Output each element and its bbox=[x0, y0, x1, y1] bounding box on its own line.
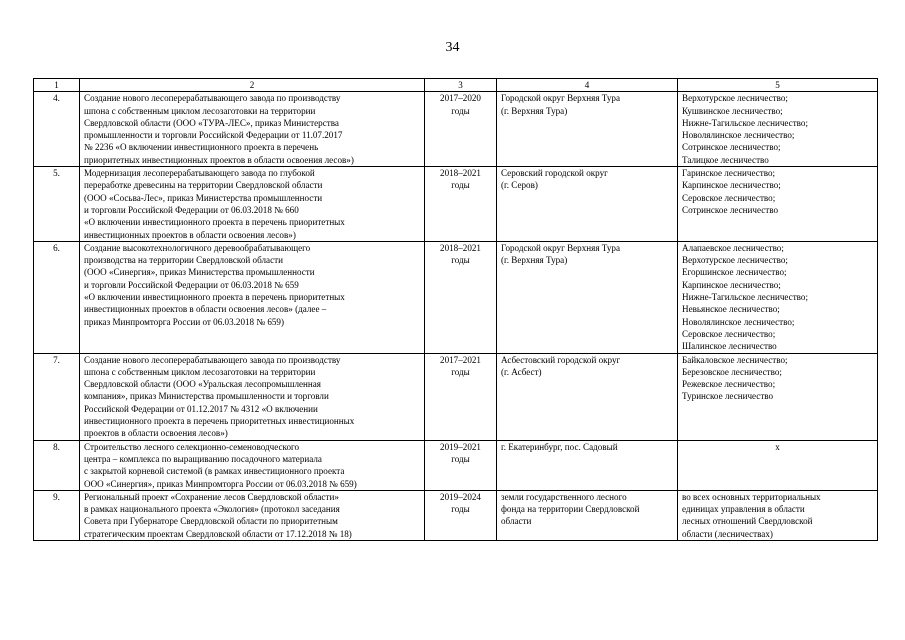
description-line: ООО «Синергия», приказ Минпромторга России от 06.03.2018 № 659) bbox=[84, 478, 357, 489]
table-row bbox=[34, 167, 878, 242]
implementation-period bbox=[425, 440, 497, 490]
row-number: 4. bbox=[34, 92, 80, 167]
row-number: 9. bbox=[34, 490, 80, 540]
forestry-line: Верхотурское лесничество; bbox=[682, 93, 788, 104]
description-line: (ООО «Сосьва-Лес», приказ Министерства промышленности bbox=[84, 192, 323, 203]
description-line: «О включении инвестиционного проекта в перечень приоритетных bbox=[84, 217, 345, 228]
description-line: шпона с собственным циклом лесозаготовки на территории bbox=[84, 105, 316, 116]
description-line: проектов в области освоения лесов») bbox=[84, 428, 228, 439]
period-line: годы bbox=[451, 504, 470, 515]
description-line: инвестиционного проекта в перечень приоритетных инвестиционных bbox=[84, 416, 355, 427]
forestry-line: Новолялинское лесничество; bbox=[682, 130, 795, 141]
project-location bbox=[497, 353, 678, 440]
project-location bbox=[497, 440, 678, 490]
description-line: переработке древесины на территории Свердловской области bbox=[84, 180, 323, 191]
location-line: земли государственного лесного bbox=[501, 491, 627, 502]
page-number: 34 bbox=[445, 40, 460, 55]
forestry-line: Карпинское лесничество; bbox=[682, 279, 781, 290]
forestry-line: Нижне-Тагильское лесничество; bbox=[682, 292, 808, 303]
period-line: 2018–2021 bbox=[440, 168, 481, 179]
row-number: 8. bbox=[34, 440, 80, 490]
description-line: Строительство лесного селекционно-семеноводческого bbox=[84, 441, 300, 452]
location-line: Серовский городской округ bbox=[501, 168, 608, 179]
location-line: Городской округ Верхняя Тура bbox=[501, 242, 621, 253]
forestry-line: во всех основных территориальных bbox=[682, 491, 821, 502]
location-line: Асбестовский городской округ bbox=[501, 354, 621, 365]
period-line: 2019–2021 bbox=[440, 441, 481, 452]
description-line: «О включении инвестиционного проекта в перечень приоритетных bbox=[84, 292, 345, 303]
implementation-period bbox=[425, 241, 497, 353]
forestries bbox=[678, 241, 878, 353]
description-line: стратегическим проектам Свердловской области от 17.12.2018 № 18) bbox=[84, 528, 352, 539]
header-row bbox=[34, 79, 878, 92]
project-location bbox=[497, 167, 678, 242]
description-line: в рамках национального проекта «Экология» (протокол заседания bbox=[84, 504, 340, 515]
location-line: Городской округ Верхняя Тура bbox=[501, 93, 621, 104]
forestry-line: Режевское лесничество; bbox=[682, 379, 776, 390]
projects-table bbox=[33, 78, 878, 541]
forestry-line: Байкаловское лесничество; bbox=[682, 354, 788, 365]
forestry-line: Шалинское лесничество bbox=[682, 341, 777, 352]
row-number: 6. bbox=[34, 241, 80, 353]
period-line: 2017–2020 bbox=[440, 93, 481, 104]
forestries bbox=[678, 353, 878, 440]
location-line: г. Екатеринбург, пос. Садовый bbox=[501, 441, 618, 452]
column-header-4: 4 bbox=[497, 79, 678, 92]
period-line: годы bbox=[451, 255, 470, 266]
project-description bbox=[80, 92, 425, 167]
description-line: инвестиционных проектов в области освоения лесов» (далее – bbox=[84, 304, 327, 315]
description-line: приказ Минпромторга России от 06.03.2018 № 659) bbox=[84, 316, 284, 327]
description-line: приоритетных инвестиционных проектов в области освоения лесов») bbox=[84, 154, 354, 165]
table-row bbox=[34, 440, 878, 490]
project-description bbox=[80, 353, 425, 440]
description-line: с закрытой корневой системой (в рамках инвестиционного проекта bbox=[84, 466, 345, 477]
forestry-line: Серовское лесничество; bbox=[682, 192, 776, 203]
forestries bbox=[678, 167, 878, 242]
description-line: производства на территории Свердловской области bbox=[84, 255, 283, 266]
description-line: Создание нового лесоперерабатывающего завода по производству bbox=[84, 93, 341, 104]
description-line: Создание высокотехнологичного деревообрабатывающего bbox=[84, 242, 311, 253]
forestry-line: Сотринское лесничество; bbox=[682, 142, 781, 153]
project-description bbox=[80, 440, 425, 490]
description-line: промышленности и торговли Российской Федерации от 11.07.2017 bbox=[84, 130, 343, 141]
implementation-period bbox=[425, 490, 497, 540]
period-line: 2017–2021 bbox=[440, 354, 481, 365]
implementation-period bbox=[425, 92, 497, 167]
description-line: и торговли Российской Федерации от 06.03.2018 № 660 bbox=[84, 204, 299, 215]
description-line: Свердловской области (ООО «Уральская лесопромышленная bbox=[84, 379, 321, 390]
implementation-period bbox=[425, 167, 497, 242]
forestry-line: х bbox=[775, 441, 780, 452]
location-line: области bbox=[501, 516, 532, 527]
project-location bbox=[497, 241, 678, 353]
forestry-line: Карпинское лесничество; bbox=[682, 180, 781, 191]
forestry-line: Сотринское лесничество bbox=[682, 204, 779, 215]
project-description bbox=[80, 241, 425, 353]
location-line: (г. Верхняя Тура) bbox=[501, 255, 568, 266]
column-header-2: 2 bbox=[80, 79, 425, 92]
description-line: инвестиционных проектов в области освоения лесов») bbox=[84, 229, 296, 240]
forestry-line: Алапаевское лесничество; bbox=[682, 242, 784, 253]
forestry-line: Серовское лесничество; bbox=[682, 328, 776, 339]
forestry-line: Кушвинское лесничество; bbox=[682, 105, 783, 116]
table-row bbox=[34, 92, 878, 167]
column-header-5: 5 bbox=[678, 79, 878, 92]
description-line: Свердловской области (ООО «ТУРА-ЛЕС», приказ Министерства bbox=[84, 117, 339, 128]
description-line: Российской Федерации от 01.12.2017 № 4312 «О включении bbox=[84, 403, 318, 414]
location-line: (г. Верхняя Тура) bbox=[501, 105, 568, 116]
forestry-line: Гаринское лесничество; bbox=[682, 168, 776, 179]
forestry-line: Талицкое лесничество bbox=[682, 154, 769, 165]
period-line: годы bbox=[451, 453, 470, 464]
period-line: 2018–2021 bbox=[440, 242, 481, 253]
implementation-period bbox=[425, 353, 497, 440]
forestry-line: лесных отношений Свердловской bbox=[682, 516, 813, 527]
description-line: Модернизация лесоперерабатывающего завода по глубокой bbox=[84, 168, 315, 179]
forestry-line: Новолялинское лесничество; bbox=[682, 316, 795, 327]
forestries bbox=[678, 440, 878, 490]
period-line: годы bbox=[451, 105, 470, 116]
period-line: годы bbox=[451, 366, 470, 377]
description-line: (ООО «Синергия», приказ Министерства промышленности bbox=[84, 267, 315, 278]
table-row bbox=[34, 490, 878, 540]
period-line: годы bbox=[451, 180, 470, 191]
project-location bbox=[497, 92, 678, 167]
location-line: фонда на территории Свердловской bbox=[501, 504, 640, 515]
column-header-3: 3 bbox=[425, 79, 497, 92]
forestries bbox=[678, 92, 878, 167]
forestry-line: Туринское лесничество bbox=[682, 391, 774, 402]
description-line: Совета при Губернаторе Свердловской области по приоритетным bbox=[84, 516, 338, 527]
row-number: 7. bbox=[34, 353, 80, 440]
forestry-line: Верхотурское лесничество; bbox=[682, 255, 788, 266]
project-description bbox=[80, 490, 425, 540]
forestry-line: области (лесничествах) bbox=[682, 528, 773, 539]
row-number: 5. bbox=[34, 167, 80, 242]
forestry-line: Нижне-Тагильское лесничество; bbox=[682, 117, 808, 128]
description-line: шпона с собственным циклом лесозаготовки на территории bbox=[84, 366, 316, 377]
location-line: (г. Асбест) bbox=[501, 366, 542, 377]
table-row bbox=[34, 241, 878, 353]
period-line: 2019–2024 bbox=[440, 491, 481, 502]
description-line: центра – комплекса по выращиванию посадочного материала bbox=[84, 453, 322, 464]
description-line: и торговли Российской Федерации от 06.03.2018 № 659 bbox=[84, 279, 299, 290]
description-line: компания», приказ Министерства промышленности и торговли bbox=[84, 391, 329, 402]
project-description bbox=[80, 167, 425, 242]
forestry-line: Егоршинское лесничество; bbox=[682, 267, 787, 278]
forestry-line: Невьянское лесничество; bbox=[682, 304, 780, 315]
forestry-line: единицах управления в области bbox=[682, 504, 805, 515]
location-line: (г. Серов) bbox=[501, 180, 538, 191]
forestry-line: Березовское лесничество; bbox=[682, 366, 782, 377]
description-line: Региональный проект «Сохранение лесов Свердловской области» bbox=[84, 491, 339, 502]
column-header-1: 1 bbox=[34, 79, 80, 92]
description-line: № 2236 «О включении инвестиционного проекта в перечень bbox=[84, 142, 319, 153]
project-location bbox=[497, 490, 678, 540]
description-line: Создание нового лесоперерабатывающего завода по производству bbox=[84, 354, 341, 365]
forestries bbox=[678, 490, 878, 540]
table-row bbox=[34, 353, 878, 440]
